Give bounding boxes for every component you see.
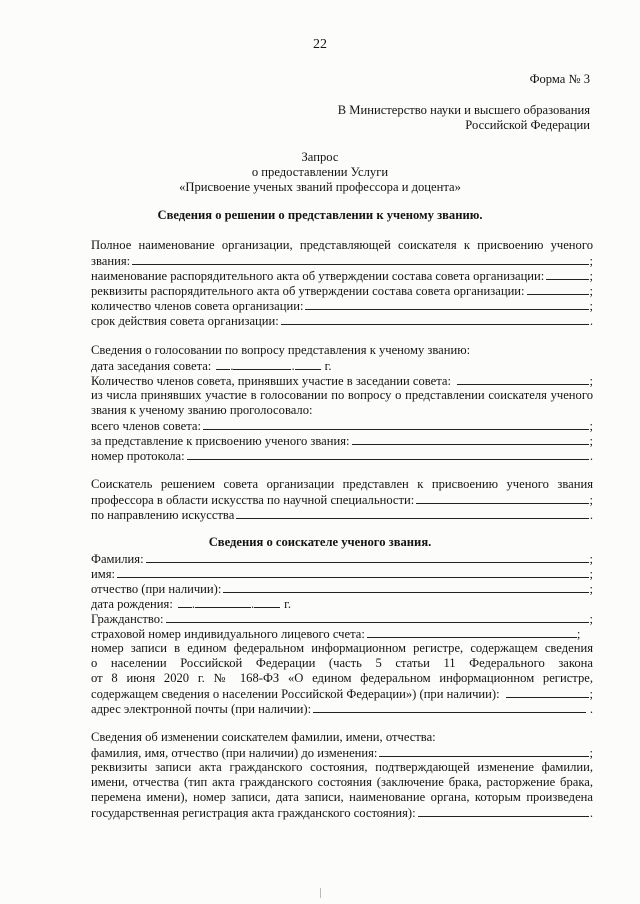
total-members-field[interactable]: всего членов совета: ; — [91, 419, 593, 433]
council-members-field[interactable]: количество членов совета организации: ; — [91, 299, 593, 313]
for-award-field[interactable]: за представление к присвоению ученого звания: ; — [91, 434, 593, 448]
meeting-date-field[interactable]: дата заседания совета: . . г. — [91, 359, 332, 373]
form-number: Форма № 3 — [529, 72, 590, 86]
name-label: имя: — [91, 567, 116, 581]
civil-record-label-3: перемена имени), номер записи, дата записи, наименование органа, которым произведена — [91, 790, 593, 804]
voted-label: из числа принявших участие в голосовании по вопросу о представлении соискателя ученого — [91, 388, 593, 402]
surname-line[interactable] — [146, 551, 589, 563]
civil-record-label-2: имени, отчества (тип акта гражданского состояния (заключение брака, расторжение брака, — [91, 775, 593, 789]
email-label: адрес электронной почты (при наличии): — [91, 702, 312, 716]
org-full-name-field[interactable]: звания: ; — [91, 254, 593, 268]
voting-title: Сведения о голосовании по вопросу представления к ученому званию: — [91, 343, 471, 357]
participants-line[interactable] — [457, 373, 588, 385]
email-field[interactable]: адрес электронной почты (при наличии): . — [91, 702, 593, 716]
council-members-label: количество членов совета организации: — [91, 299, 304, 313]
civil-record-label-4: государственная регистрация акта гражданского состояния): — [91, 806, 416, 820]
birth-date-label: дата рождения: — [91, 597, 173, 611]
meeting-year-blank[interactable] — [295, 358, 321, 370]
council-term-field[interactable]: срок действия совета организации: . — [91, 314, 593, 328]
birth-year-blank[interactable] — [254, 596, 280, 608]
act-name-label: наименование распорядительного акта об утверждении состава совета организации: — [91, 269, 545, 283]
specialty-line[interactable] — [416, 492, 588, 504]
previous-fio-line[interactable] — [379, 745, 588, 757]
civil-record-label-1: реквизиты записи акта гражданского состояния, подтверждающей изменение фамилии, — [91, 760, 593, 774]
name-change-title: Сведения об изменении соискателем фамилии, имени, отчества: — [91, 730, 436, 744]
council-term-line[interactable] — [281, 313, 589, 325]
meeting-month-blank[interactable] — [233, 358, 291, 370]
registry-field[interactable]: содержащем сведения о населении Российской Федерации») (при наличии): ; — [91, 687, 593, 701]
presented-label: Соискатель решением совета организации представлен к присвоению ученого звания — [91, 477, 593, 491]
birth-date-field[interactable]: дата рождения: . . г. — [91, 597, 292, 611]
act-requisites-label: реквизиты распорядительного акта об утверждении состава совета организации: — [91, 284, 525, 298]
request-title-line2: о предоставлении Услуги — [251, 165, 389, 179]
act-name-line[interactable] — [546, 268, 588, 280]
birth-month-blank[interactable] — [195, 596, 251, 608]
registry-line[interactable] — [506, 686, 589, 698]
act-requisites-field[interactable]: реквизиты распорядительного акта об утверждении состава совета организации: ; — [91, 284, 593, 298]
request-title-line1: Запрос — [301, 150, 339, 164]
birth-day-blank[interactable] — [178, 596, 192, 608]
protocol-number-line[interactable] — [187, 448, 589, 460]
patronymic-label: отчество (при наличии): — [91, 582, 222, 596]
for-award-label: за представление к присвоению ученого звания: — [91, 434, 350, 448]
name-line[interactable] — [117, 566, 588, 578]
section-heading-decision: Сведения о решении о представлении к ученому званию. — [157, 208, 483, 222]
council-members-line[interactable] — [305, 298, 588, 310]
patronymic-field[interactable]: отчество (при наличии): ; — [91, 582, 593, 596]
registry-label-1: номер записи в едином федеральном информационном регистре, содержащем сведения — [91, 641, 593, 655]
citizenship-line[interactable] — [166, 611, 589, 623]
registry-label-3: от 8 июня 2020 г. № 168-ФЗ «О едином федеральном информационном регистре, — [91, 671, 593, 685]
citizenship-label: Гражданство: — [91, 612, 164, 626]
specialty-field[interactable]: профессора в области искусства по научной специальности: ; — [91, 493, 593, 507]
participants-field[interactable]: Количество членов совета, принявших участие в заседании совета: ; — [91, 374, 593, 388]
previous-fio-label: фамилия, имя, отчество (при наличии) до изменения: — [91, 746, 378, 760]
surname-field[interactable]: Фамилия: ; — [91, 552, 593, 566]
civil-record-line[interactable] — [418, 805, 589, 817]
email-line[interactable] — [313, 701, 586, 713]
art-direction-field[interactable]: по направлению искусства . — [91, 508, 593, 522]
meeting-day-blank[interactable] — [216, 358, 230, 370]
registry-label-4: содержащем сведения о населении Российской Федерации») (при наличии): — [91, 687, 500, 701]
name-field[interactable]: имя: ; — [91, 567, 593, 581]
meeting-date-label: дата заседания совета: — [91, 359, 212, 373]
specialty-label: профессора в области искусства по научной специальности: — [91, 493, 415, 507]
protocol-number-label: номер протокола: — [91, 449, 185, 463]
council-term-label: срок действия совета организации: — [91, 314, 279, 328]
snils-line[interactable] — [367, 626, 577, 638]
art-direction-label: по направлению искусства — [91, 508, 235, 522]
org-full-name-line[interactable] — [132, 253, 588, 265]
participants-label: Количество членов совета, принявших участие в заседании совета: — [91, 374, 452, 388]
addressee-line2: Российской Федерации — [465, 118, 590, 132]
art-direction-line[interactable] — [236, 507, 589, 519]
snils-label: страховой номер индивидуального лицевого счета: — [91, 627, 365, 641]
snils-field[interactable]: страховой номер индивидуального лицевого счета: ; — [91, 627, 581, 641]
fold-mark — [320, 888, 321, 898]
patronymic-line[interactable] — [223, 581, 588, 593]
surname-label: Фамилия: — [91, 552, 144, 566]
total-members-label: всего членов совета: — [91, 419, 201, 433]
total-members-line[interactable] — [203, 418, 589, 430]
registry-label-2: о населении Российской Федерации (часть 5 статьи 11 Федерального закона — [91, 656, 593, 670]
civil-record-field[interactable]: государственная регистрация акта гражданского состояния): . — [91, 806, 593, 820]
request-title-line3: «Присвоение ученых званий профессора и доцента» — [179, 180, 461, 194]
page-number: 22 — [313, 37, 327, 52]
org-full-name-label: Полное наименование организации, представляющей соискателя к присвоению ученого — [91, 238, 593, 252]
act-name-field[interactable]: наименование распорядительного акта об утверждении состава совета организации: ; — [91, 269, 593, 283]
for-award-line[interactable] — [352, 433, 589, 445]
voted-label-cont: звания к ученому званию проголосовало: — [91, 403, 313, 417]
addressee-line1: В Министерство науки и высшего образования — [337, 103, 590, 117]
citizenship-field[interactable]: Гражданство: ; — [91, 612, 593, 626]
section-heading-applicant: Сведения о соискателе ученого звания. — [208, 535, 432, 549]
act-requisites-line[interactable] — [527, 283, 589, 295]
protocol-number-field[interactable]: номер протокола: . — [91, 449, 593, 463]
previous-fio-field[interactable]: фамилия, имя, отчество (при наличии) до изменения: ; — [91, 746, 593, 760]
org-full-name-label-cont: звания: — [91, 254, 131, 268]
